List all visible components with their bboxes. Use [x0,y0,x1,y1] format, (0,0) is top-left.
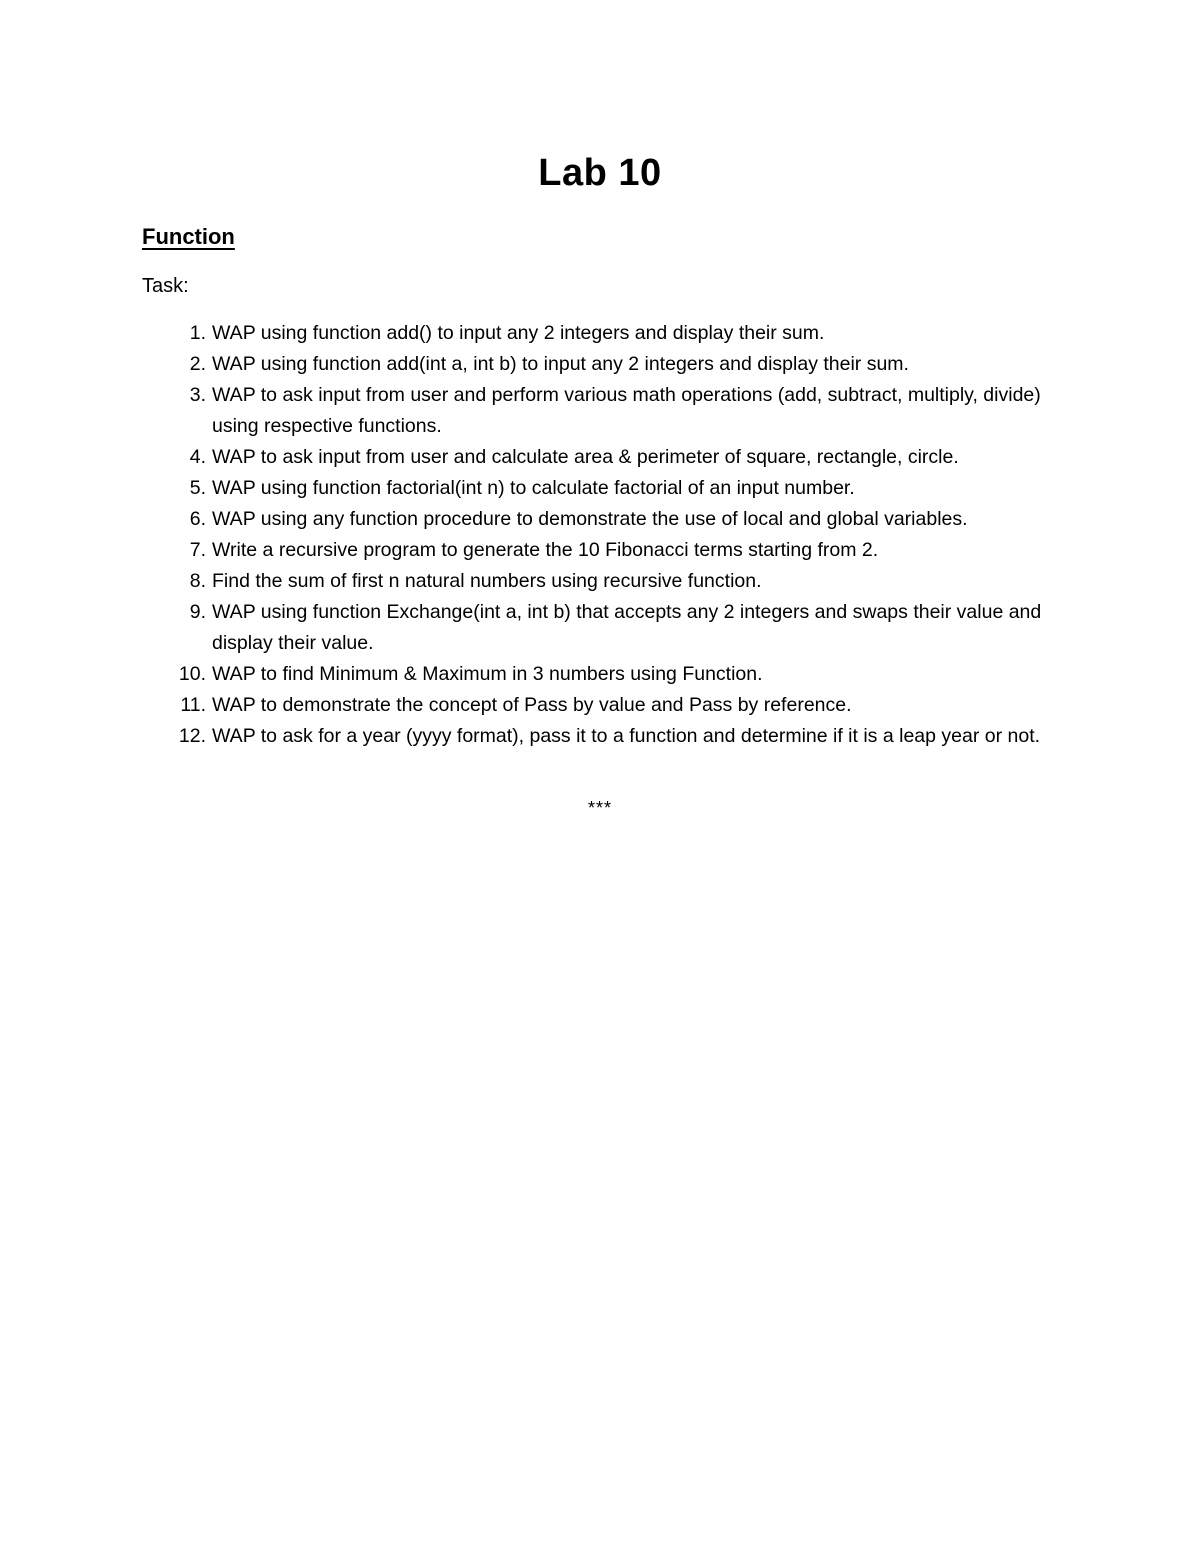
task-number: 5. [189,477,206,499]
end-mark: *** [587,798,612,818]
task-number: 10. [178,663,206,685]
task-text: Write a recursive program to generate the 10 Fibonacci terms starting from 2. [212,539,879,561]
task-text: WAP using any function procedure to demonstrate the use of local and global variables. [212,508,968,530]
task-item [142,597,1082,659]
task-number: 11. [180,694,206,716]
task-item [142,442,1082,473]
task-item [142,566,1082,597]
task-item [142,473,1082,504]
task-text: WAP using function Exchange(int a, int b) that accepts any 2 integers and swaps their value and display their value. [212,601,1042,654]
task-item [142,349,1082,380]
task-text: WAP to find Minimum & Maximum in 3 numbers using Function. [212,663,763,685]
task-text: WAP to demonstrate the concept of Pass by value and Pass by reference. [212,694,852,716]
task-item [142,690,1082,721]
task-text: WAP to ask input from user and calculate area & perimeter of square, rectangle, circle. [212,446,959,468]
task-number: 12. [178,725,206,747]
task-number: 4. [189,446,206,468]
task-number: 6. [189,508,206,530]
task-list [142,318,1082,752]
page-title: Lab 10 [538,152,662,194]
task-text: WAP using function add() to input any 2 integers and display their sum. [212,322,825,344]
task-item [142,318,1082,349]
task-number: 7. [189,539,206,561]
task-number: 3. [189,384,206,406]
task-item [142,380,1082,442]
task-text: WAP using function add(int a, int b) to input any 2 integers and display their sum. [212,353,909,375]
task-item [142,721,1082,752]
task-number: 1. [189,322,206,344]
task-text: WAP to ask input from user and perform various math operations (add, subtract, multiply, divide) using respective functions. [212,384,1041,437]
task-text: WAP using function factorial(int n) to calculate factorial of an input number. [212,477,855,499]
task-text: Find the sum of first n natural numbers using recursive function. [212,570,762,592]
task-item [142,659,1082,690]
task-item [142,504,1082,535]
task-number: 8. [189,570,206,592]
section-heading: Function [142,224,235,249]
task-label: Task: [142,275,189,297]
task-number: 2. [189,353,206,375]
task-number: 9. [189,601,206,623]
task-item [142,535,1082,566]
task-text: WAP to ask for a year (yyyy format), pass it to a function and determine if it is a leap year or not. [212,725,1041,747]
